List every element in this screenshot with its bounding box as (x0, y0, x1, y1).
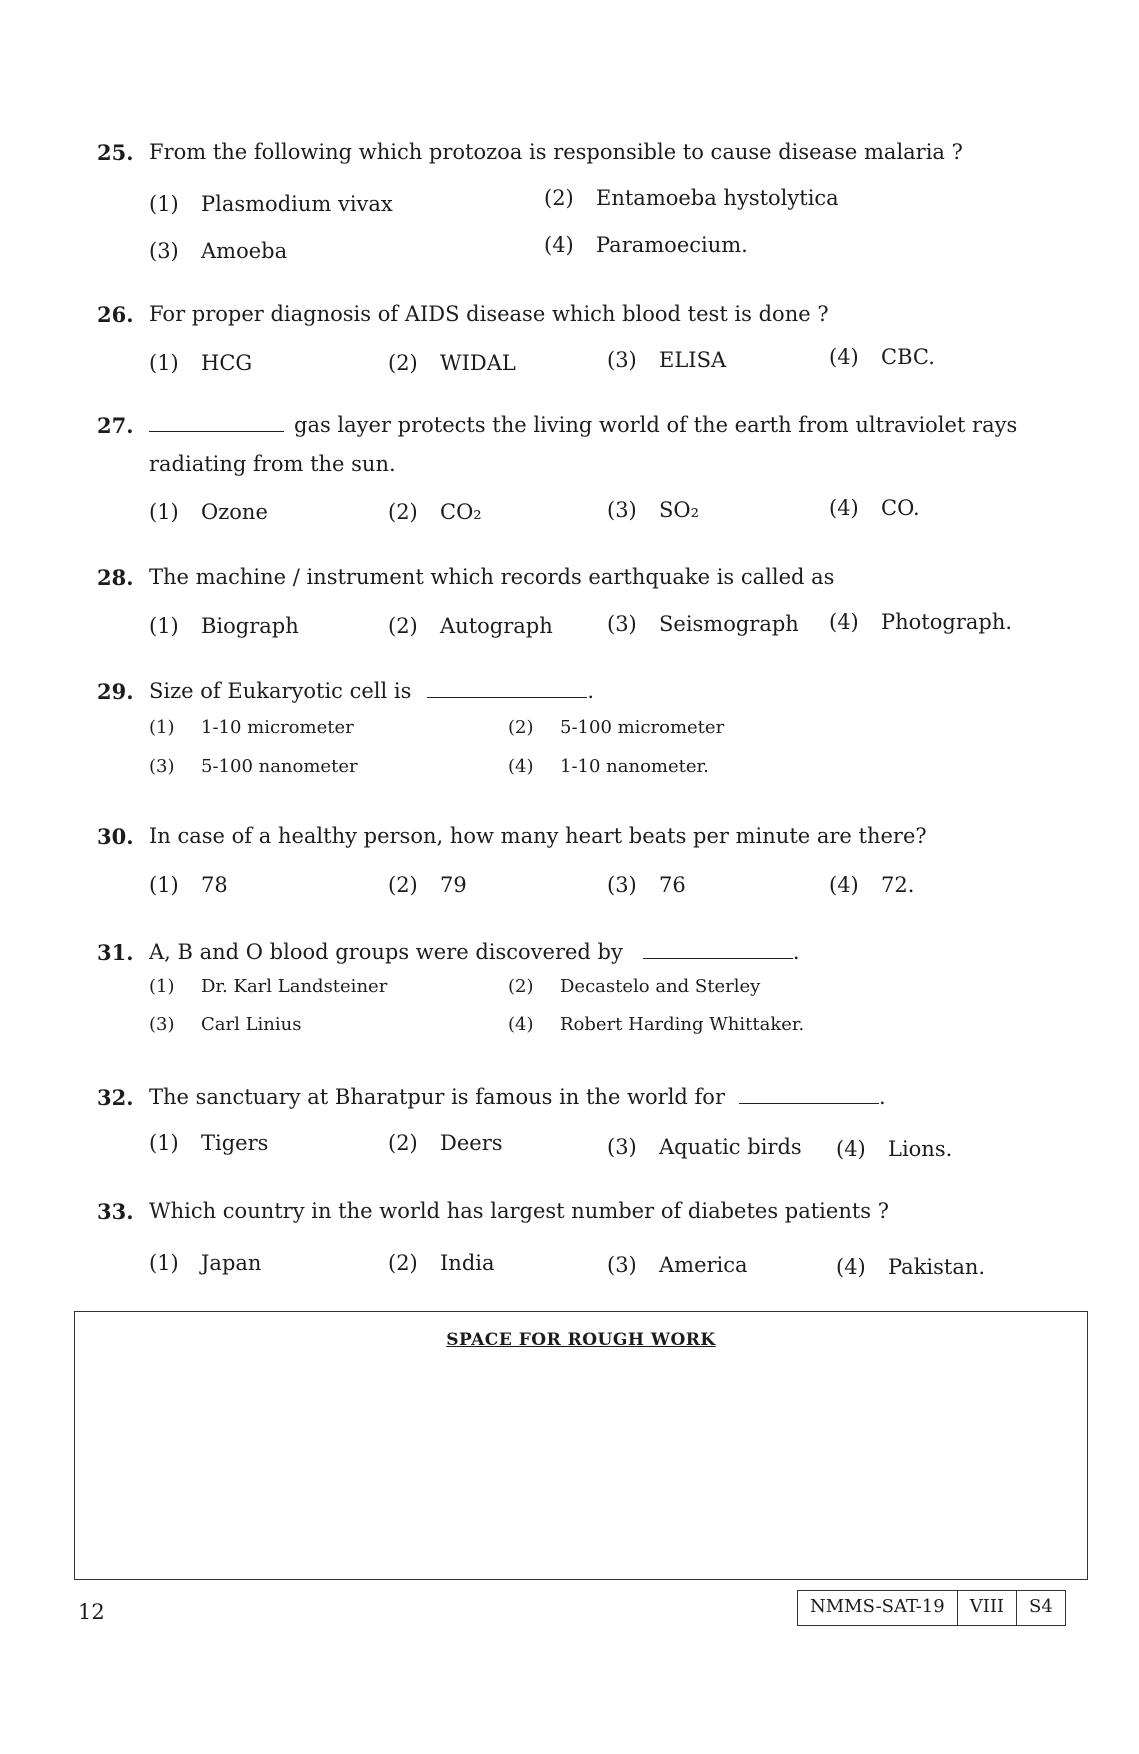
option-4: (4) Pakistan. (836, 1255, 986, 1279)
option-1: (1) 78 (149, 873, 228, 897)
option-4: (4) Lions. (836, 1137, 953, 1161)
option-2: (2) 79 (388, 873, 467, 897)
option-3: (3) Carl Linius (149, 1014, 302, 1035)
question-text: Which country in the world has largest number of diabetes patients ? (149, 1199, 889, 1223)
option-2: (2) 5-100 micrometer (508, 717, 725, 738)
option-3: (3) 5-100 nanometer (149, 756, 358, 777)
option-4: (4) 72. (829, 873, 915, 897)
option-2: (2) Autograph (388, 614, 553, 638)
rough-work-box (74, 1311, 1088, 1580)
option-2: (2) WIDAL (388, 351, 516, 375)
question-number: 27. (97, 413, 134, 438)
question-number: 32. (97, 1085, 134, 1110)
set-code: S4 (1029, 1596, 1053, 1617)
option-1: (1) Plasmodium vivax (149, 192, 393, 216)
question-text: For proper diagnosis of AIDS disease which blood test is done ? (149, 302, 829, 326)
option-4: (4) CO. (829, 496, 920, 520)
paper-code-box (797, 1590, 1066, 1626)
option-4: (4) CBC. (829, 345, 935, 369)
option-3: (3) ELISA (607, 348, 727, 372)
option-4: (4) Paramoecium. (544, 233, 748, 257)
option-3: (3) SO₂ (607, 498, 700, 522)
question-text: A, B and O blood groups were discovered by . (149, 940, 800, 964)
option-3: (3) Amoeba (149, 239, 288, 263)
option-1: (1) HCG (149, 351, 253, 375)
option-2: (2) Decastelo and Sterley (508, 976, 761, 997)
option-1: (1) 1-10 micrometer (149, 717, 354, 738)
option-4: (4) Photograph. (829, 610, 1013, 634)
question-number: 25. (97, 140, 134, 165)
class-code: VIII (958, 1591, 1017, 1625)
rough-work-title: SPACE FOR ROUGH WORK (446, 1330, 716, 1350)
option-3: (3) 76 (607, 873, 686, 897)
option-1: (1) Biograph (149, 614, 299, 638)
option-2: (2) CO₂ (388, 500, 482, 524)
answer-blank (739, 1087, 879, 1104)
option-2: (2) India (388, 1251, 495, 1275)
option-4: (4) 1-10 nanometer. (508, 756, 709, 777)
option-1: (1) Japan (149, 1251, 262, 1275)
question-number: 29. (97, 679, 134, 704)
exam-code: NMMS-SAT-19 (798, 1591, 958, 1625)
option-2: (2) Deers (388, 1131, 503, 1155)
question-text: From the following which protozoa is responsible to cause disease malaria ? (149, 140, 963, 164)
option-4: (4) Robert Harding Whittaker. (508, 1014, 805, 1035)
option-1: (1) Dr. Karl Landsteiner (149, 976, 388, 997)
question-number: 26. (97, 302, 134, 327)
question-text: The machine / instrument which records earthquake is called as (149, 565, 835, 589)
question-text: Size of Eukaryotic cell is . (149, 679, 595, 703)
option-3: (3) Aquatic birds (607, 1135, 802, 1159)
question-text: The sanctuary at Bharatpur is famous in the world for . (149, 1085, 886, 1109)
option-1: (1) Tigers (149, 1131, 269, 1155)
option-3: (3) America (607, 1253, 748, 1277)
question-number: 30. (97, 824, 134, 849)
answer-blank (427, 681, 587, 698)
question-text: In case of a healthy person, how many heart beats per minute are there? (149, 824, 927, 848)
answer-blank (643, 942, 793, 959)
option-1: (1) Ozone (149, 500, 268, 524)
question-number: 28. (97, 565, 134, 590)
answer-blank (149, 415, 284, 432)
option-3: (3) Seismograph (607, 612, 799, 636)
question-number: 31. (97, 940, 134, 965)
page-number: 12 (78, 1600, 105, 1624)
question-text: gas layer protects the living world of the earth from ultraviolet rays (149, 413, 1017, 437)
option-2: (2) Entamoeba hystolytica (544, 186, 839, 210)
question-number: 33. (97, 1199, 134, 1224)
